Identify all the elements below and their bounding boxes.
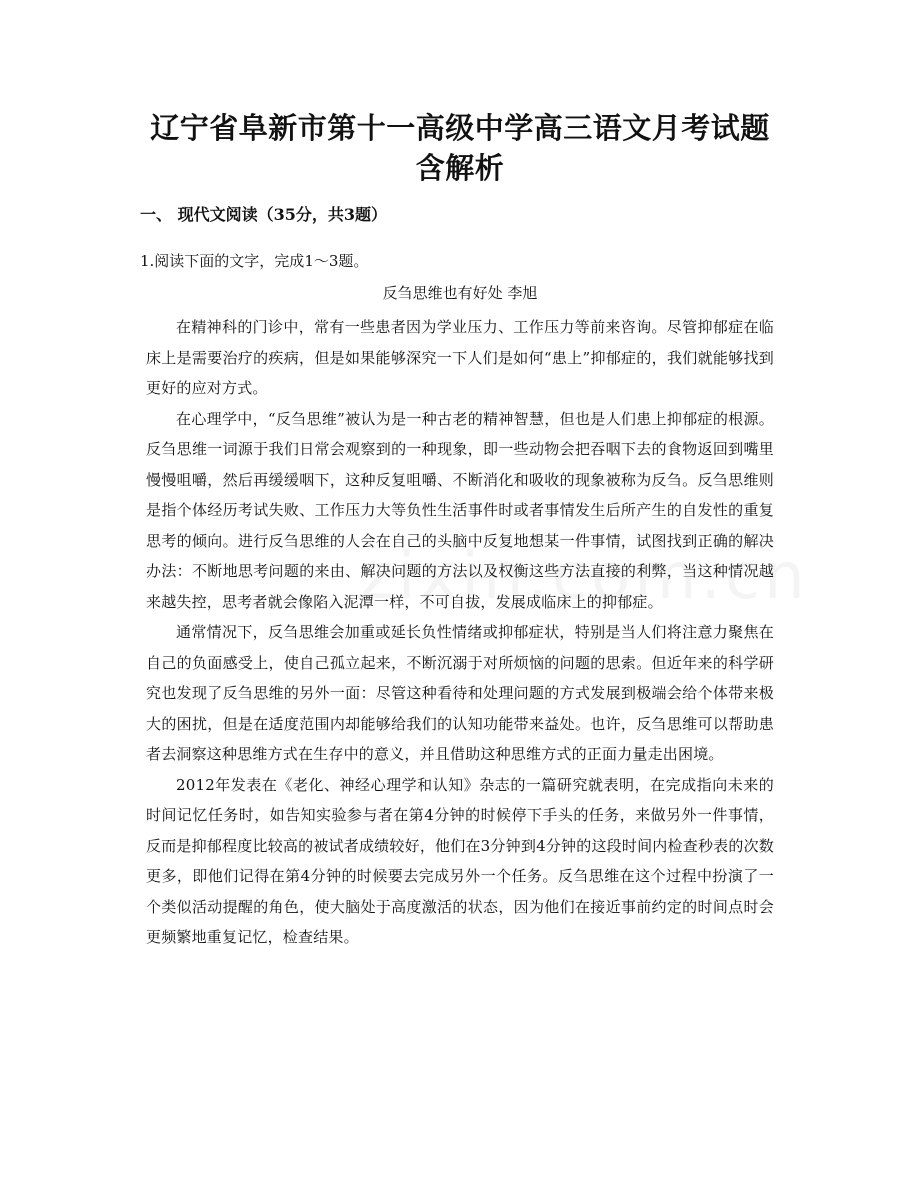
paragraph: 通常情况下，反刍思维会加重或延长负性情绪或抑郁症状，特别是当人们将注意力聚焦在自己的负面感受上，使自己孤立起来，不断沉溺于对所烦恼的问题的思索。但近年来的科学研究也发现了反刍思维的另外一面：尽管这种看待和处理问题的方式发展到极端会给个体带来极大的困扰，但是在适度范围内却能够给我们的认知功能带来益处。也许，反刍思维可以帮助患者去洞察这种思维方式在生存中的意义，并且借助这种思维方式的正面力量走出困境。 bbox=[146, 623, 774, 763]
paragraph: 在心理学中，“反刍思维”被认为是一种古老的精神智慧，但也是人们患上抑郁症的根源。反刍思维一词源于我们日常会观察到的一种现象，即一些动物会把吞咽下去的食物返回到嘴里慢慢咀嚼，然后再缓缓咽下，这种反复咀嚼、不断消化和吸收的现象被称为反刍。反刍思维则是指个体经历考试失败、工作压力大等负性生活事件时或者事情发生后所产生的自发性的重复思考的倾向。进行反刍思维的人会在自己的头脑中反复地想某一件事情，试图找到正确的解决办法：不断地思考问题的来由、解决问题的方法以及权衡这些方法直接的利弊，当这种情况越来越失控，思考者就会像陷入泥潭一样，不可自拔，发展成临床上的抑郁症。 bbox=[146, 409, 774, 611]
paragraph: 在精神科的门诊中，常有一些患者因为学业压力、工作压力等前来咨询。尽管抑郁症在临床上是需要治疗的疾病，但是如果能够深究一下人们是如何“患上”抑郁症的，我们就能够找到更好的应对方式。 bbox=[146, 318, 774, 397]
paragraph: 2012年发表在《老化、神经心理学和认知》杂志的一篇研究就表明，在完成指向未来的时间记忆任务时，如告知实验参与者在第4分钟的时候停下手头的任务，来做另外一件事情，反而是抑郁程度比较高的被试者成绩较好，他们在3分钟到4分钟的这段时间内检查秒表的次数更多，即他们记得在第4分钟的时候要去完成另外一个任务。反刍思维在这个过程中扮演了一个类似活动提醒的角色，使大脑处于高度激活的状态，因为他们在接近事前约定的时间点时会更频繁地重复记忆，检查结果。 bbox=[146, 775, 774, 946]
document-title: 辽宁省阜新市第十一高级中学高三语文月考试题含解析 bbox=[150, 111, 770, 185]
article-heading: 反刍思维也有好处 李旭 bbox=[382, 284, 538, 302]
question-prompt: 1.阅读下面的文字，完成1～3题。 bbox=[140, 252, 369, 270]
section-heading: 一、 现代文阅读（35分，共3题） bbox=[140, 205, 387, 224]
article-body bbox=[146, 312, 774, 953]
